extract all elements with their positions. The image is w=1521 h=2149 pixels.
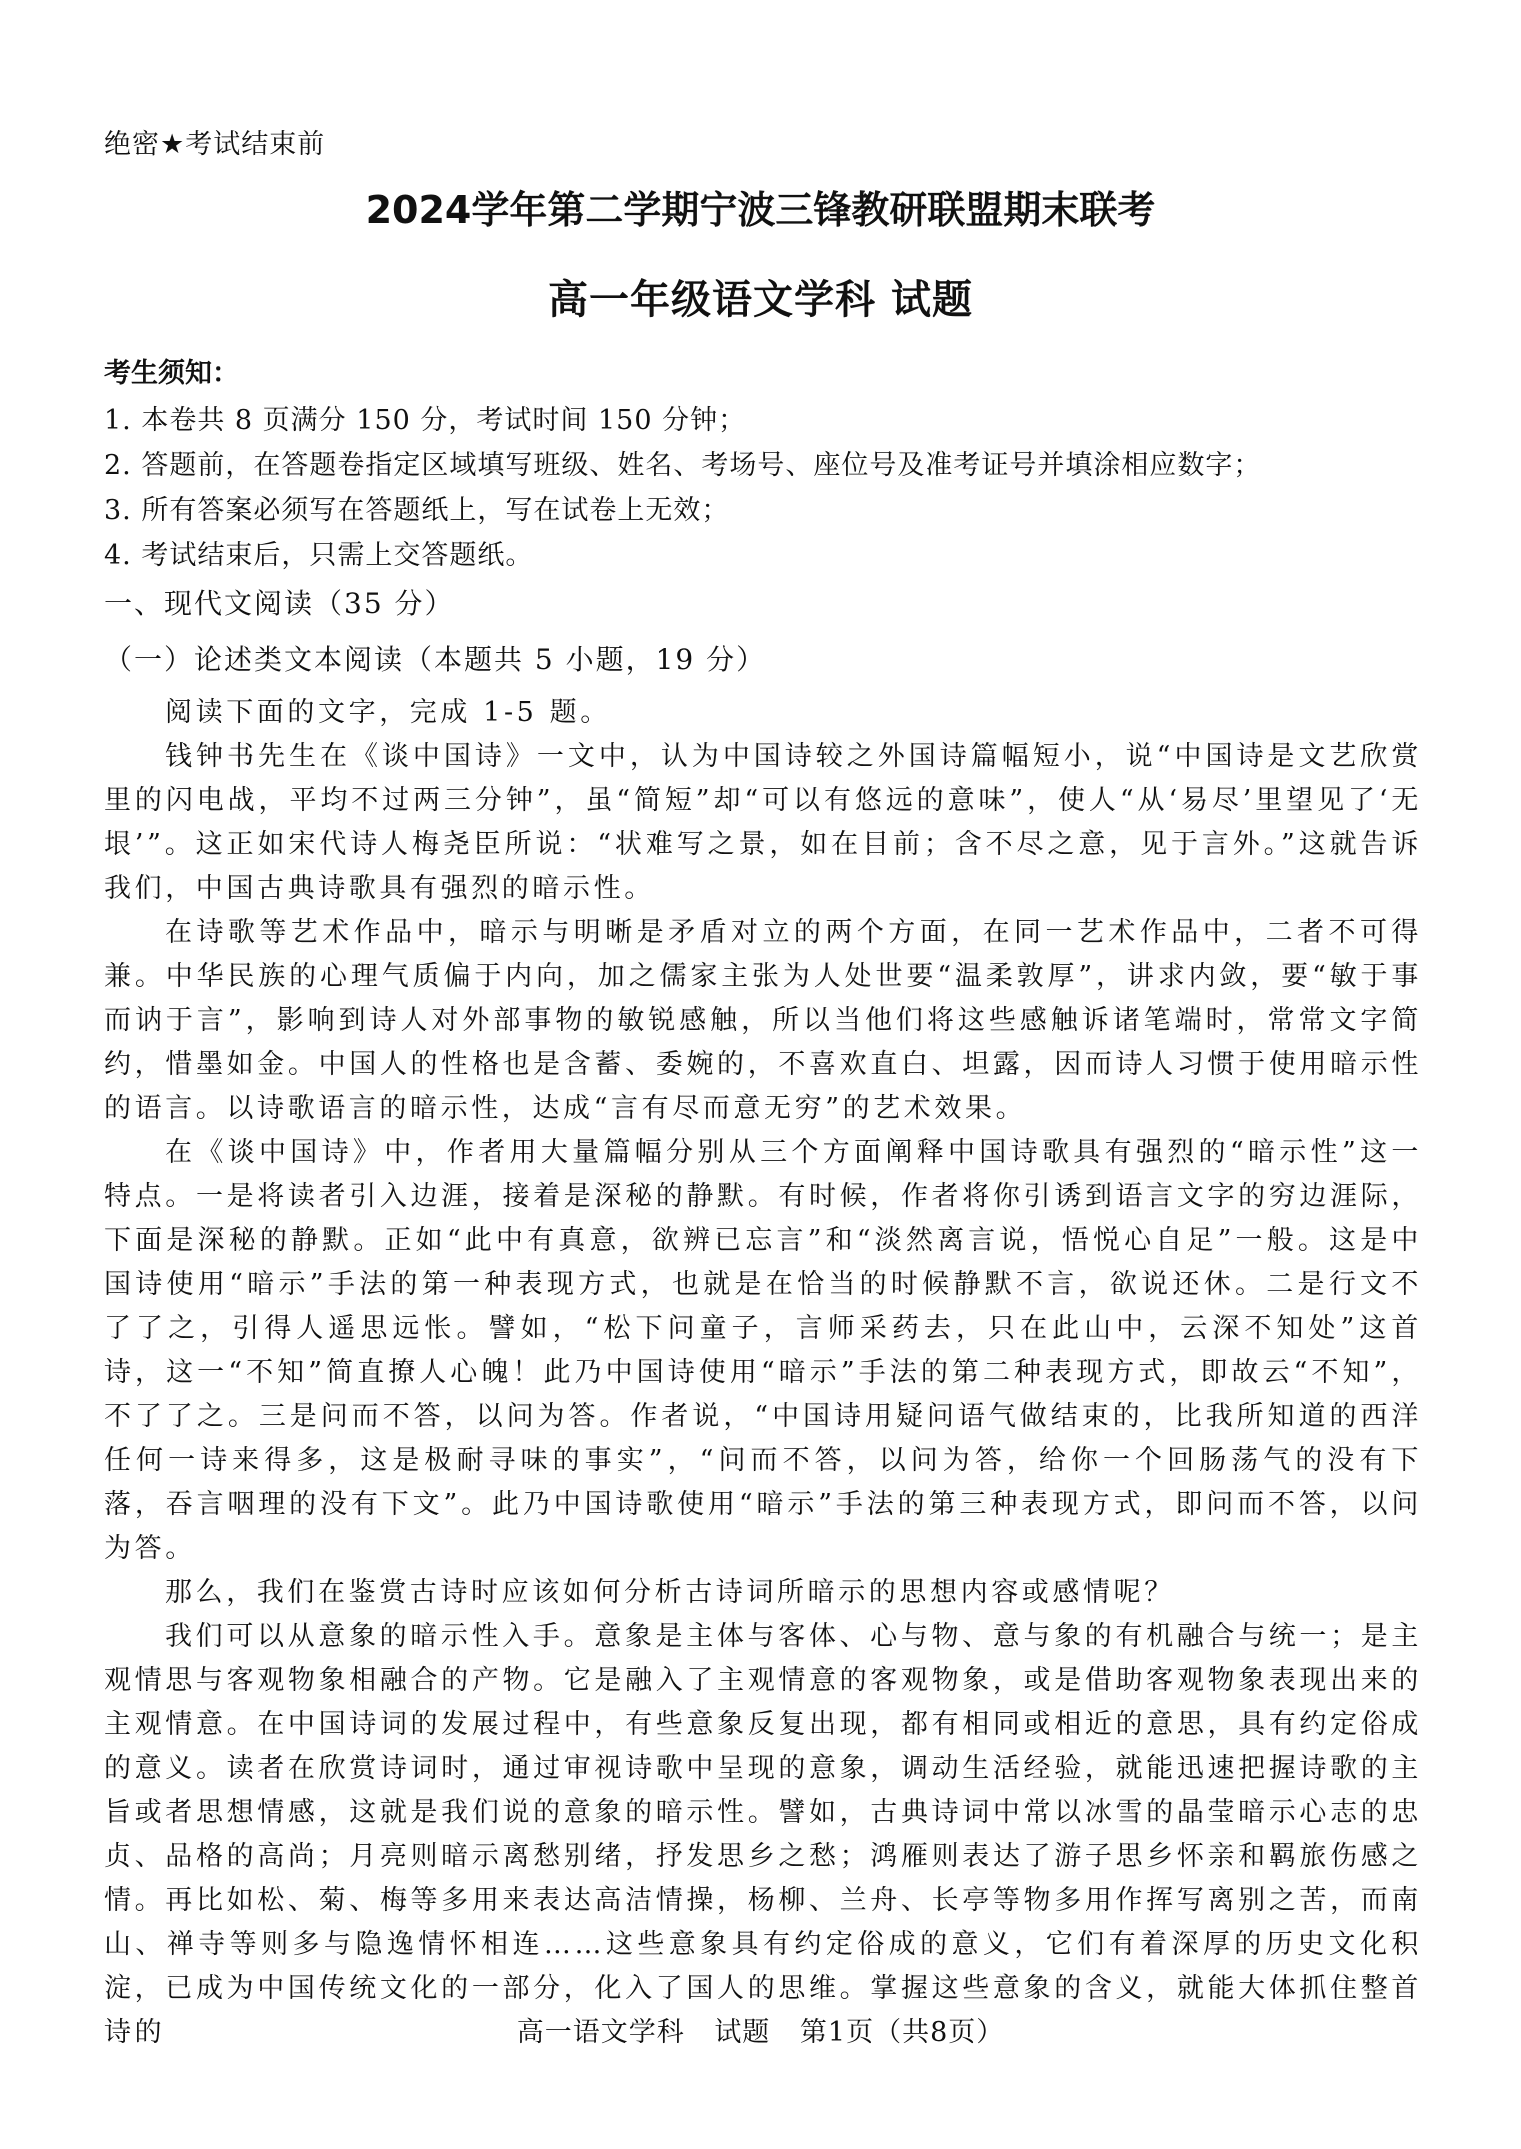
passage-paragraph: 在诗歌等艺术作品中，暗示与明晰是矛盾对立的两个方面，在同一艺术作品中，二者不可得兼。中华民族的心理气质偏于内向，加之儒家主张为人处世要“温柔敦厚”，讲求内敛，要“敏于事而讷于言”，影响到诗人对外部事物的敏锐感触，所以当他们将这些感触诉诸笔端时，常常文字简约，惜墨如金。中国人的性格也是含蓄、委婉的，不喜欢直白、坦露，因而诗人习惯于使用暗示性的语言。以诗歌语言的暗示性，达成“言有尽而意无穷”的艺术效果。 bbox=[104, 917, 1422, 1124]
note-item: 2. 答题前，在答题卷指定区域填写班级、姓名、考场号、座位号及准考证号并填涂相应数字； bbox=[104, 450, 1262, 481]
footer-page-number: 第1页（共8页） bbox=[799, 2017, 1005, 2048]
confidential-notice: 绝密★考试结束前 bbox=[104, 129, 326, 160]
subsection-heading: （一）论述类文本阅读（本题共 5 小题，19 分） bbox=[104, 643, 767, 676]
exam-notes-list bbox=[104, 398, 1424, 578]
exam-title: 2024学年第二学期宁波三锋教研联盟期末联考 bbox=[365, 188, 1156, 232]
passage-paragraph: 在《谈中国诗》中，作者用大量篇幅分别从三个方面阐释中国诗歌具有强烈的“暗示性”这一特点。一是将读者引入边涯，接着是深秘的静默。有时候，作者将你引诱到语言文字的穷边涯际，下面是深秘的静默。正如“此中有真意，欲辨已忘言”和“淡然离言说，悟悦心自足”一般。这是中国诗使用“暗示”手法的第一种表现方式，也就是在恰当的时候静默不言，欲说还休。二是行文不了了之，引得人遥思远怅。譬如，“松下问童子，言师采药去，只在此山中，云深不知处”这首诗，这一“不知”简直撩人心魄！此乃中国诗使用“暗示”手法的第二种表现方式，即故云“不知”，不了了之。三是问而不答，以问为答。作者说，“中国诗用疑问语气做结束的，比我所知道的西洋任何一诗来得多，这是极耐寻味的事实”，“问而不答，以问为答，给你一个回肠荡气的没有下落，吞言咽理的没有下文”。此乃中国诗歌使用“暗示”手法的第三种表现方式，即问而不答，以问为答。 bbox=[104, 1137, 1422, 1564]
footer-subject: 高一语文学科 bbox=[516, 2017, 685, 2048]
passage-instruction: 阅读下面的文字，完成 1-5 题。 bbox=[165, 697, 611, 728]
page-footer bbox=[0, 2015, 1521, 2051]
passage-paragraph: 那么，我们在鉴赏古诗时应该如何分析古诗词所暗示的思想内容或感情呢？ bbox=[165, 1577, 1175, 1608]
section-heading: 一、现代文阅读（35 分） bbox=[104, 587, 455, 620]
note-item: 3. 所有答案必须写在答题纸上，写在试卷上无效； bbox=[104, 495, 730, 526]
reading-passage bbox=[104, 691, 1422, 2055]
notes-heading: 考生须知： bbox=[104, 358, 239, 389]
note-item: 4. 考试结束后，只需上交答题纸。 bbox=[104, 540, 534, 571]
passage-paragraph: 我们可以从意象的暗示性入手。意象是主体与客体、心与物、意与象的有机融合与统一；是主观情思与客观物象相融合的产物。它是融入了主观情意的客观物象，或是借助客观物象表现出来的主观情意。在中国诗词的发展过程中，有些意象反复出现，都有相同或相近的意思，具有约定俗成的意义。读者在欣赏诗词时，通过审视诗歌中呈现的意象，调动生活经验，就能迅速把握诗歌的主旨或者思想情感，这就是我们说的意象的暗示性。譬如，古典诗词中常以冰雪的晶莹暗示心志的忠贞、品格的高尚；月亮则暗示离愁别绪，抒发思乡之愁；鸿雁则表达了游子思乡怀亲和羁旅伤感之情。再比如松、菊、梅等多用来表达高洁情操，杨柳、兰舟、长亭等物多用作挥写离别之苦，而南山、禅寺等则多与隐逸情怀相连……这些意象具有约定俗成的意义，它们有着深厚的历史文化积淀，已成为中国传统文化的一部分，化入了国人的思维。掌握这些意象的含义，就能大体抓住整首诗的 bbox=[104, 1621, 1422, 2048]
exam-subtitle: 高一年级语文学科 试题 bbox=[548, 277, 973, 323]
passage-paragraph: 钱钟书先生在《谈中国诗》一文中，认为中国诗较之外国诗篇幅短小，说“中国诗是文艺欣赏里的闪电战，平均不过两三分钟”，虽“简短”却“可以有悠远的意味”，使人“从‘易尽’里望见了‘无垠’”。这正如宋代诗人梅尧臣所说：“状难写之景，如在目前；含不尽之意，见于言外。”这就告诉我们，中国古典诗歌具有强烈的暗示性。 bbox=[104, 741, 1422, 904]
footer-label: 试题 bbox=[714, 2017, 771, 2048]
note-item: 1. 本卷共 8 页满分 150 分，考试时间 150 分钟； bbox=[104, 405, 747, 436]
